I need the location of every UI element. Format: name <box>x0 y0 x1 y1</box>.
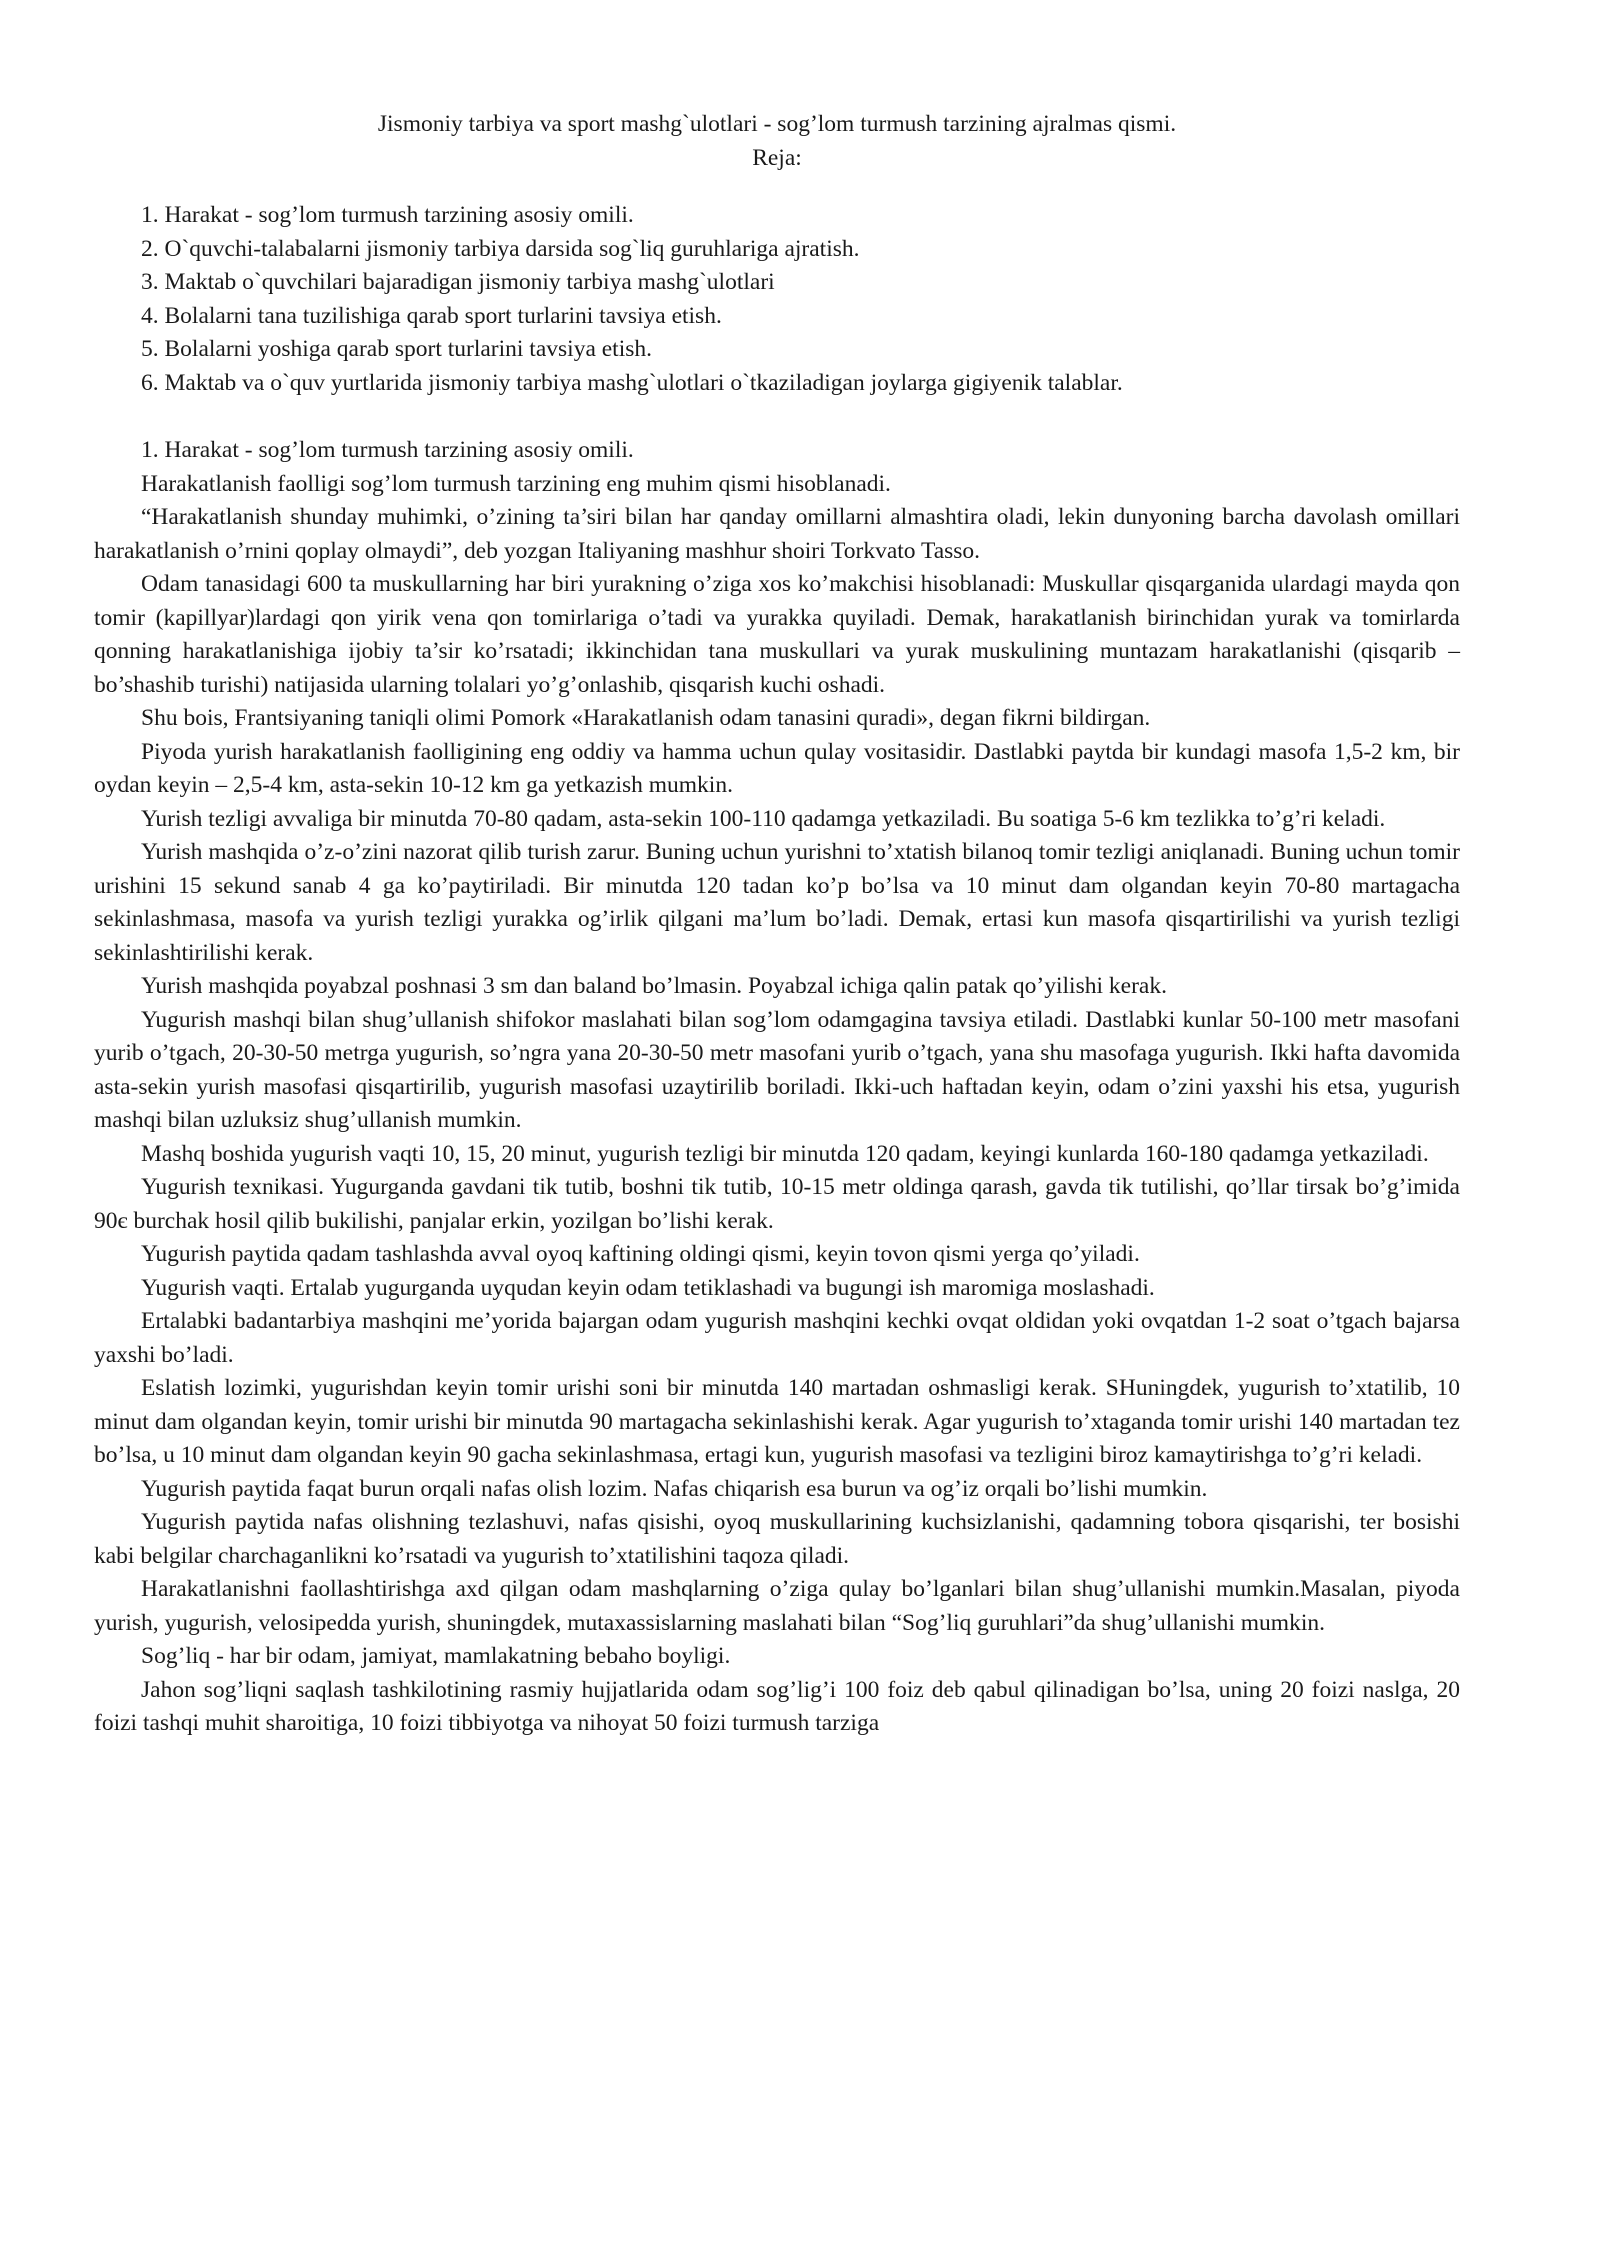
section-heading: 1. Harakat - sog’lom turmush tarzining asosiy omili. <box>141 437 634 463</box>
plan-item: 5. Bolalarni yoshiga qarab sport turlarini tavsiya etish. <box>141 336 653 362</box>
paragraph: Odam tanasidagi 600 ta muskullarning har biri yurakning o’ziga xos ko’makchisi hisoblanadi: Muskullar qisqarganida ulardagi mayda qon tomir (kapillyar)lardagi qon yirik vena qon tomirlariga o’tadi va yurakka quyiladi. Demak, harakatlanish birinchidan yurak va tomirlarda qonning harakatlanishiga ijobiy ta’sir ko’rsatadi; ikkinchidan tana muskullari va yurak muskulining muntazam harakatlanishi (qisqarib – bo’shashib turishi) natijasida ularning tolalari yo’g’onlashib, qisqarish kuchi oshadi. <box>94 571 1460 698</box>
plan-heading: Reja: <box>752 144 802 171</box>
paragraph: Yurish tezligi avvaliga bir minutda 70-80 qadam, asta-sekin 100-110 qadamga yetkaziladi. Bu soatiga 5-6 km tezlikka to’g’ri keladi. <box>141 805 1386 832</box>
paragraph: Eslatish lozimki, yugurishdan keyin tomir urishi soni bir minutda 140 martadan oshmasligi kerak. SHuningdek, yugurish to’xtatilib, 10 minut dam olgandan keyin, tomir urishi bir minutda 90 martagacha sekinlashishi kerak. Agar yugurish to’xtaganda tomir urishi 140 martadan tez bo’lsa, u 10 minut dam olgandan keyin 90 gacha sekinlashmasa, ertagi kun, yugurish masofasi va tezligini biroz kamaytirishga to’g’ri keladi. <box>94 1375 1460 1468</box>
paragraph: Shu bois, Frantsiyaning taniqli olimi Pomork «Harakatlanish odam tanasini quradi», degan fikrni bildirgan. <box>141 705 1151 731</box>
paragraph: Yugurish mashqi bilan shug’ullanish shifokor maslahati bilan sog’lom odamgagina tavsiya etiladi. Dastlabki kunlar 50-100 metr masofani yurib o’tgach, 20-30-50 metrga yugurish, so’ngra yana 20-30-50 metr masofani yurib o’tgach, yana shu masofaga yugurish. Ikki hafta davomida asta-sekin yurish masofasi qisqartirilib, yugurish masofasi uzaytirilib boriladi. Ikki-uch haftadan keyin, odam o’zini yaxshi his etsa, yugurish mashqi bilan uzluksiz shug’ullanish mumkin. <box>94 1006 1460 1133</box>
plan-item: 4. Bolalarni tana tuzilishiga qarab sport turlarini tavsiya etish. <box>141 302 722 329</box>
paragraph: Sog’liq - har bir odam, jamiyat, mamlakatning bebaho boyligi. <box>141 1643 731 1669</box>
paragraph: Yugurish paytida nafas olishning tezlashuvi, nafas qisishi, oyoq muskullarining kuchsizlanishi, qadamning tobora qisqarishi, ter bosishi kabi belgilar charchaganlikni ko’rsatadi va yugurish to’xtatilishini taqoza qiladi. <box>94 1509 1460 1569</box>
document-title: Jismoniy tarbiya va sport mashg`ulotlari - sog’lom turmush tarzining ajralmas qismi. <box>377 111 1177 137</box>
body-text <box>94 468 1460 1741</box>
paragraph: Harakatlanishni faollashtirishga axd qilgan odam mashqlarning o’ziga qulay bo’lganlari bilan shug’ullanishi mumkin.Masalan, piyoda yurish, yugurish, velosipedda yurish, shuningdek, mutaxassislarning maslahati bilan “Sog’liq guruhlari”da shug’ullanishi mumkin. <box>94 1576 1460 1636</box>
paragraph: Harakatlanish faolligi sog’lom turmush tarzining eng muhim qismi hisoblanadi. <box>141 470 891 497</box>
plan-list <box>94 199 1460 400</box>
paragraph: Yugurish texnikasi. Yugurganda gavdani tik tutib, boshni tik tutib, 10-15 metr oldinga qarash, gavda tik tutilishi, qo’llar tirsak bo’g’imida 90є burchak hosil qilib bukilishi, panjalar erkin, yozilgan bo’lishi kerak. <box>94 1174 1460 1234</box>
plan-item: 6. Maktab va o`quv yurtlarida jismoniy tarbiya mashg`ulotlari o`tkaziladigan joylarga gigiyenik talablar. <box>141 369 1123 396</box>
document-page <box>94 108 1460 1741</box>
paragraph: Yurish mashqida o’z-o’zini nazorat qilib turish zarur. Buning uchun yurishni to’xtatish bilanoq tomir tezligi aniqlanadi. Buning uchun tomir urishini 15 sekund sanab 4 ga ko’paytiriladi. Bir minutda 120 tadan ko’p bo’lsa va 10 minut dam olgandan keyin 70-80 martagacha sekinlashmasa, masofa va yurish tezligi yurakka og’irlik qilgani ma’lum bo’ladi. Demak, ertasi kun masofa qisqartirilishi va yurish tezligi sekinlashtirilishi kerak. <box>94 839 1460 966</box>
paragraph: Jahon sog’liqni saqlash tashkilotining rasmiy hujjatlarida odam sog’lig’i 100 foiz deb qabul qilinadigan bo’lsa, uning 20 foizi naslga, 20 foizi tashqi muhit sharoitiga, 10 foizi tibbiyotga va nihoyat 50 foizi turmush tarziga <box>94 1676 1460 1736</box>
paragraph: Yugurish vaqti. Ertalab yugurganda uyqudan keyin odam tetiklashadi va bugungi ish maromiga moslashadi. <box>141 1274 1155 1301</box>
paragraph: “Harakatlanish shunday muhimki, o’zining ta’siri bilan har qanday omillarni almashtira oladi, lekin dunyoning barcha davolash omillari harakatlanish o’rnini qoplay olmaydi”, deb yozgan Italiyaning mashhur shoiri Torkvato Tasso. <box>94 504 1460 564</box>
plan-item: 1. Harakat - sog’lom turmush tarzining asosiy omili. <box>141 202 634 228</box>
paragraph: Yurish mashqida poyabzal poshnasi 3 sm dan baland bo’lmasin. Poyabzal ichiga qalin patak qo’yilishi kerak. <box>141 973 1167 999</box>
paragraph: Mashq boshida yugurish vaqti 10, 15, 20 minut, yugurish tezligi bir minutda 120 qadam, keyingi kunlarda 160-180 qadamga yetkaziladi. <box>141 1140 1429 1167</box>
paragraph: Yugurish paytida qadam tashlashda avval oyoq kaftining oldingi qismi, keyin tovon qismi yerga qo’yiladi. <box>141 1241 1140 1267</box>
plan-item: 3. Maktab o`quvchilari bajaradigan jismoniy tarbiya mashg`ulotlari <box>141 269 775 295</box>
paragraph: Ertalabki badantarbiya mashqini me’yorida bajargan odam yugurish mashqini kechki ovqat oldidan yoki ovqatdan 1-2 soat o’tgach bajarsa yaxshi bo’ladi. <box>94 1308 1460 1368</box>
paragraph: Piyoda yurish harakatlanish faolligining eng oddiy va hamma uchun qulay vositasidir. Dastlabki paytda bir kundagi masofa 1,5-2 km, bir oydan keyin – 2,5-4 km, asta-sekin 10-12 km ga yetkazish mumkin. <box>94 738 1460 798</box>
paragraph: Yugurish paytida faqat burun orqali nafas olish lozim. Nafas chiqarish esa burun va og’iz orqali bo’lishi mumkin. <box>141 1475 1208 1502</box>
plan-item: 2. O`quvchi-talabalarni jismoniy tarbiya darsida sog`liq guruhlariga ajratish. <box>141 235 860 262</box>
